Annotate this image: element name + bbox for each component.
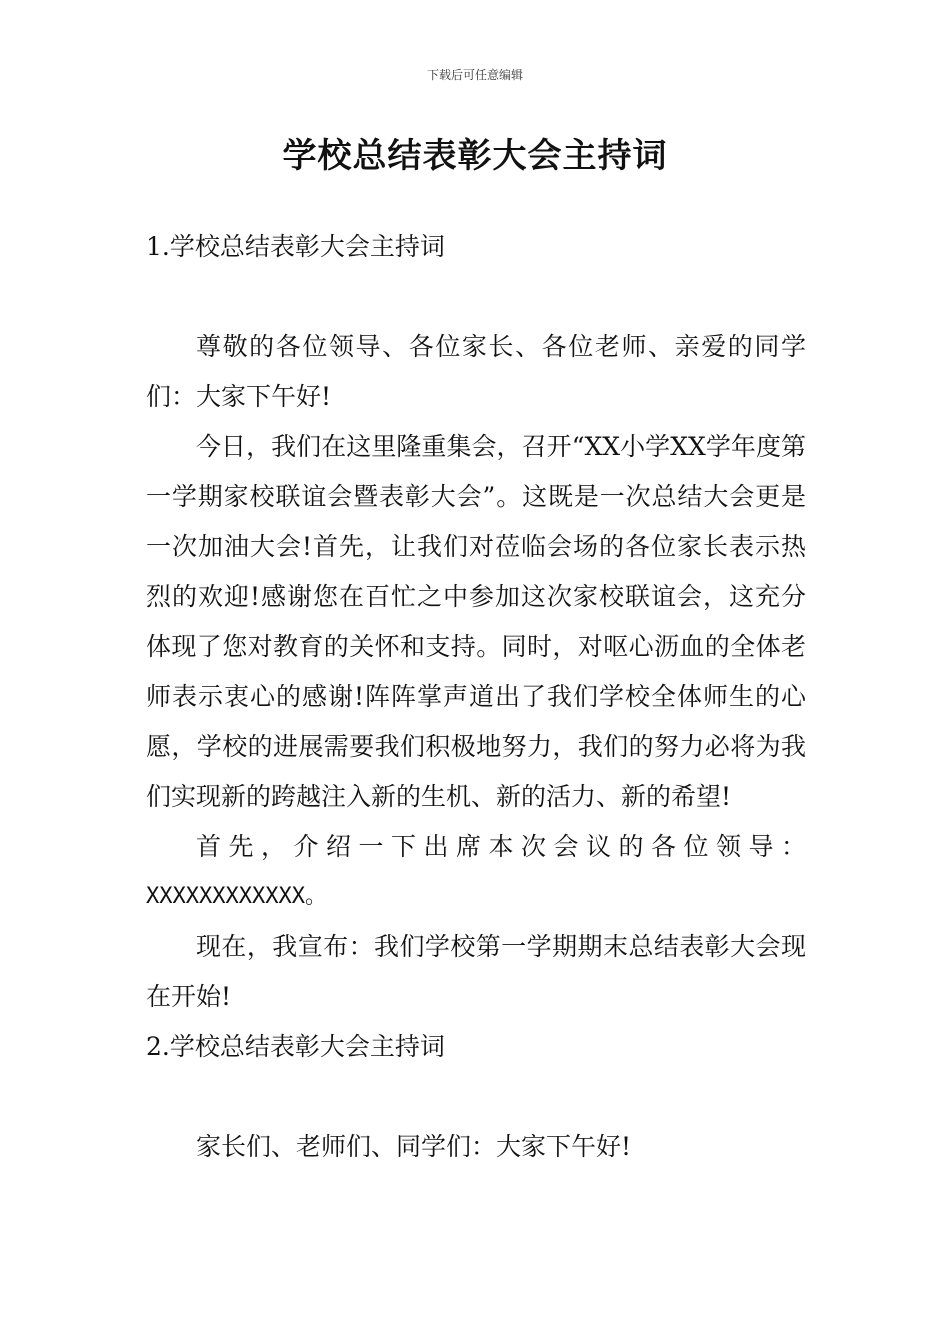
spacer bbox=[146, 1072, 806, 1122]
spacer bbox=[146, 272, 806, 322]
header-note: 下载后可任意编辑 bbox=[426, 68, 523, 82]
document-title: 学校总结表彰大会主持词 bbox=[282, 136, 668, 176]
paragraph-leaders-names: XXXXXXXXXXXX。 bbox=[146, 884, 327, 909]
paragraph-announcement: 现在，我宣布：我们学校第一学期期末总结表彰大会现在开始! bbox=[146, 932, 806, 1011]
paragraph-opening: 今日，我们在这里隆重集会，召开“XX小学XX学年度第一学期家校联谊会暨表彰大会”。这既是一次总结大会更是一次加油大会!首先，让我们对莅临会场的各位家长表示热烈的欢迎!感谢您在百忙之中参加这次家校联谊会，这充分体现了您对教育的关怀和支持。同时，对呕心沥血的全体老师表示衷心的感谢!阵阵掌声道出了我们学校全体师生的心愿，学校的进展需要我们积极地努力，我们的努力必将为我们实现新的跨越注入新的生机、新的活力、新的希望! bbox=[146, 432, 806, 811]
section-heading-1: 1.学校总结表彰大会主持词 bbox=[146, 232, 445, 261]
paragraph-greeting-2: 家长们、老师们、同学们：大家下午好! bbox=[196, 1132, 632, 1161]
paragraph-leaders-intro: 首先，介绍一下出席本次会议的各位领导： bbox=[196, 832, 806, 861]
document-body bbox=[146, 222, 806, 1172]
paragraph-greeting: 尊敬的各位领导、各位家长、各位老师、亲爱的同学们：大家下午好! bbox=[146, 332, 806, 411]
section-heading-2: 2.学校总结表彰大会主持词 bbox=[146, 1032, 445, 1061]
